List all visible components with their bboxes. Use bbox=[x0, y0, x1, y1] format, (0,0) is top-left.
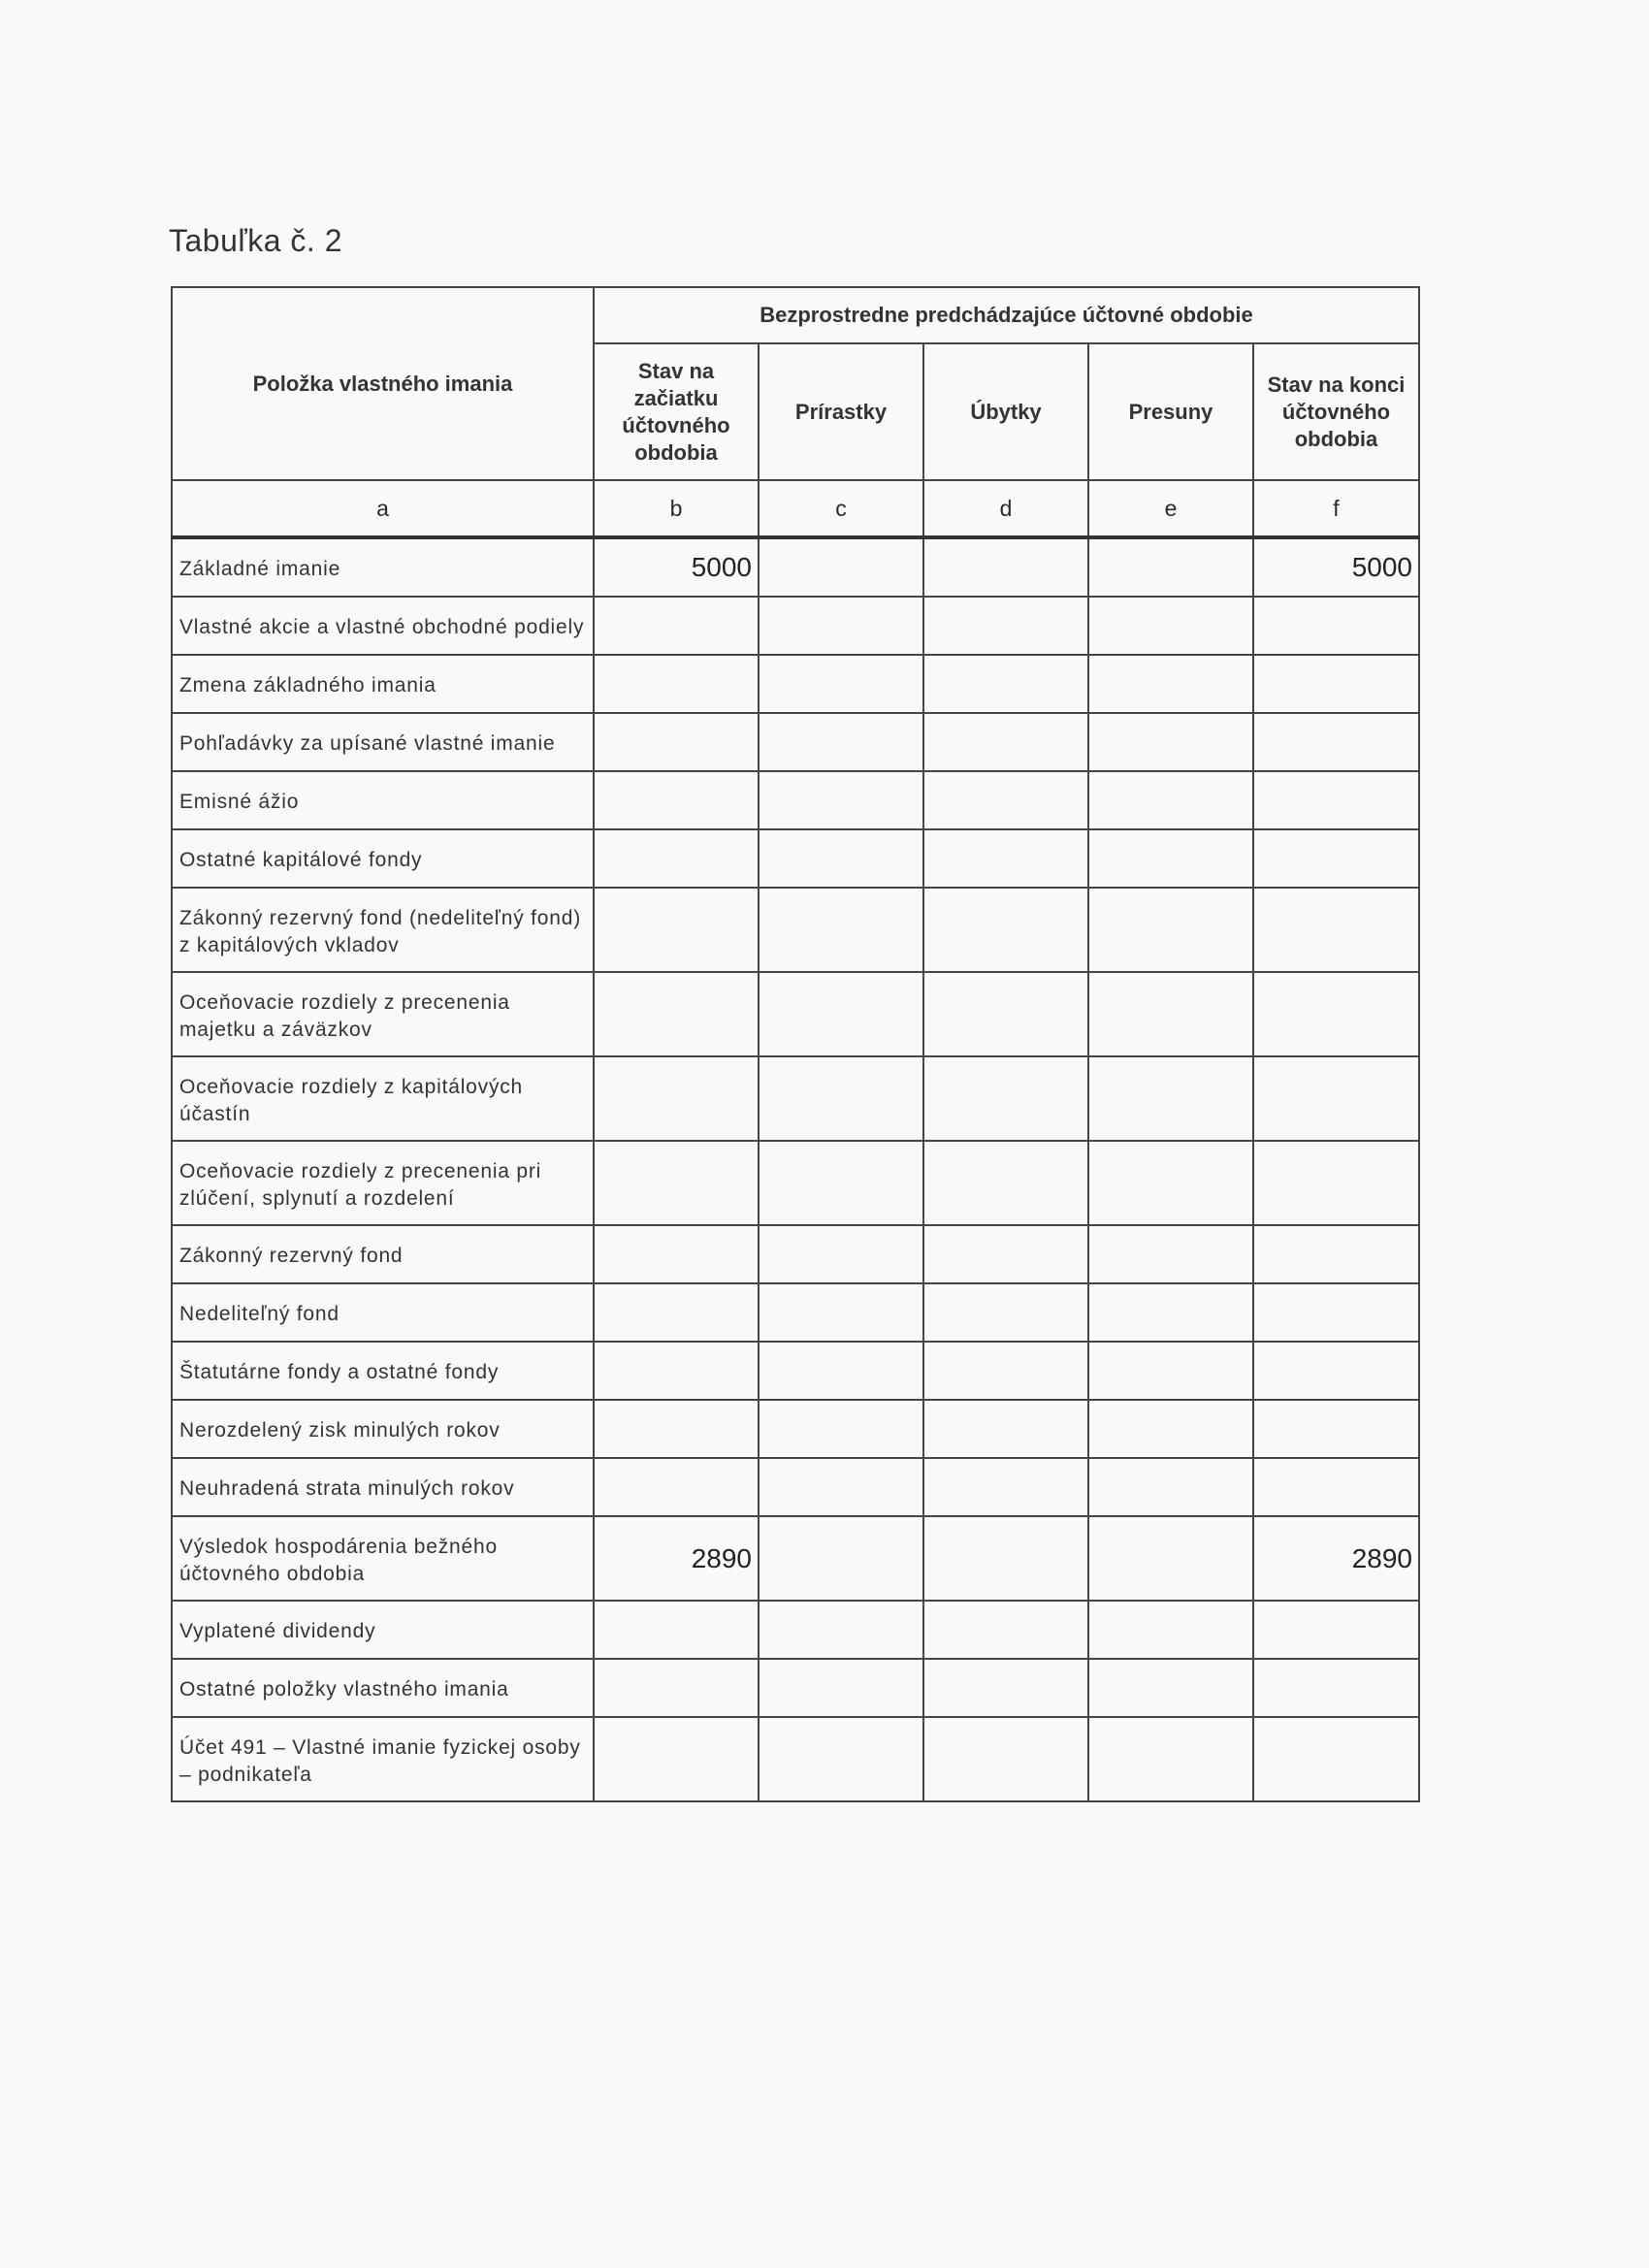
column-letter: f bbox=[1253, 480, 1419, 537]
value-cell bbox=[594, 1717, 759, 1801]
value-cell bbox=[1088, 655, 1253, 713]
column-header: Stav na začiatku účtovného obdobia bbox=[594, 343, 759, 480]
value-cell bbox=[923, 1717, 1088, 1801]
value-cell bbox=[923, 1225, 1088, 1283]
value-cell bbox=[759, 1342, 923, 1400]
row-label: Oceňovacie rozdiely z kapitálových účastín bbox=[172, 1056, 594, 1141]
value-cell bbox=[1088, 829, 1253, 888]
value-cell bbox=[923, 1516, 1088, 1601]
value-cell bbox=[1253, 1141, 1419, 1225]
table-title: Tabuľka č. 2 bbox=[169, 223, 342, 258]
value-cell bbox=[1088, 537, 1253, 597]
value-cell bbox=[923, 597, 1088, 655]
value-cell bbox=[594, 771, 759, 829]
row-label: Ostatné kapitálové fondy bbox=[172, 829, 594, 888]
column-letter: e bbox=[1088, 480, 1253, 537]
column-letter: c bbox=[759, 480, 923, 537]
table-row bbox=[172, 655, 1419, 713]
value-cell bbox=[1253, 655, 1419, 713]
value-cell bbox=[1253, 713, 1419, 771]
table-row bbox=[172, 829, 1419, 888]
value-cell bbox=[1088, 1141, 1253, 1225]
value-cell bbox=[1253, 1717, 1419, 1801]
value-cell bbox=[1253, 829, 1419, 888]
row-label: Neuhradená strata minulých rokov bbox=[172, 1458, 594, 1516]
period-group-header: Bezprostredne predchádzajúce účtovné obdobie bbox=[594, 287, 1419, 343]
value-cell bbox=[1088, 1601, 1253, 1659]
value-cell bbox=[1088, 972, 1253, 1056]
value-cell bbox=[1088, 1400, 1253, 1458]
value-cell bbox=[1088, 713, 1253, 771]
value-cell bbox=[594, 1141, 759, 1225]
row-label: Oceňovacie rozdiely z precenenia pri zlúčení, splynutí a rozdelení bbox=[172, 1141, 594, 1225]
value-cell bbox=[1088, 1283, 1253, 1342]
value-cell bbox=[1088, 1056, 1253, 1141]
value-cell bbox=[923, 537, 1088, 597]
row-label: Zákonný rezervný fond bbox=[172, 1225, 594, 1283]
value-cell bbox=[759, 1601, 923, 1659]
value-cell bbox=[923, 655, 1088, 713]
row-label: Vyplatené dividendy bbox=[172, 1601, 594, 1659]
value-cell bbox=[1253, 972, 1419, 1056]
value-cell bbox=[1253, 1659, 1419, 1717]
column-letter: b bbox=[594, 480, 759, 537]
table-row bbox=[172, 1601, 1419, 1659]
value-cell bbox=[594, 829, 759, 888]
value-cell bbox=[923, 1659, 1088, 1717]
row-label: Účet 491 – Vlastné imanie fyzickej osoby – podnikateľa bbox=[172, 1717, 594, 1801]
table-row bbox=[172, 1141, 1419, 1225]
value-cell bbox=[594, 713, 759, 771]
value-cell bbox=[1088, 1225, 1253, 1283]
value-cell bbox=[759, 713, 923, 771]
value-cell bbox=[759, 1141, 923, 1225]
value-cell bbox=[923, 1056, 1088, 1141]
table-row bbox=[172, 888, 1419, 972]
value-cell bbox=[759, 1400, 923, 1458]
value-cell bbox=[594, 1458, 759, 1516]
value-cell bbox=[923, 1283, 1088, 1342]
column-header: Úbytky bbox=[923, 343, 1088, 480]
row-label: Nedeliteľný fond bbox=[172, 1283, 594, 1342]
value-cell bbox=[759, 1717, 923, 1801]
value-cell bbox=[923, 1458, 1088, 1516]
table-row bbox=[172, 1516, 1419, 1601]
value-cell bbox=[923, 1400, 1088, 1458]
row-label: Oceňovacie rozdiely z precenenia majetku a záväzkov bbox=[172, 972, 594, 1056]
value-cell bbox=[1253, 1283, 1419, 1342]
row-label: Pohľadávky za upísané vlastné imanie bbox=[172, 713, 594, 771]
row-label: Základné imanie bbox=[172, 537, 594, 597]
table-row bbox=[172, 537, 1419, 597]
value-cell bbox=[923, 888, 1088, 972]
value-cell bbox=[923, 829, 1088, 888]
value-cell bbox=[594, 972, 759, 1056]
value-cell bbox=[1253, 888, 1419, 972]
value-cell bbox=[923, 1342, 1088, 1400]
value-cell bbox=[923, 1601, 1088, 1659]
value-cell bbox=[759, 888, 923, 972]
value-cell bbox=[1253, 1400, 1419, 1458]
value-cell bbox=[1088, 1342, 1253, 1400]
value-cell bbox=[923, 972, 1088, 1056]
value-cell bbox=[1088, 1717, 1253, 1801]
table-row bbox=[172, 1717, 1419, 1801]
value-cell bbox=[1253, 1225, 1419, 1283]
value-cell: 2890 bbox=[1253, 1516, 1419, 1601]
value-cell bbox=[1088, 1659, 1253, 1717]
row-label: Ostatné položky vlastného imania bbox=[172, 1659, 594, 1717]
column-header: Presuny bbox=[1088, 343, 1253, 480]
value-cell bbox=[1253, 1342, 1419, 1400]
value-cell bbox=[759, 771, 923, 829]
value-cell bbox=[594, 888, 759, 972]
value-cell bbox=[594, 655, 759, 713]
table-row bbox=[172, 597, 1419, 655]
column-letter: d bbox=[923, 480, 1088, 537]
value-cell bbox=[759, 1283, 923, 1342]
value-cell bbox=[759, 972, 923, 1056]
value-cell: 2890 bbox=[594, 1516, 759, 1601]
table-row bbox=[172, 1458, 1419, 1516]
value-cell bbox=[1253, 1601, 1419, 1659]
value-cell bbox=[594, 1342, 759, 1400]
value-cell bbox=[759, 1659, 923, 1717]
value-cell bbox=[759, 829, 923, 888]
value-cell bbox=[759, 597, 923, 655]
value-cell bbox=[1253, 597, 1419, 655]
value-cell bbox=[923, 1141, 1088, 1225]
value-cell bbox=[759, 1458, 923, 1516]
row-label: Zákonný rezervný fond (nedeliteľný fond) z kapitálových vkladov bbox=[172, 888, 594, 972]
item-column-header: Položka vlastného imania bbox=[172, 287, 594, 480]
value-cell bbox=[594, 1659, 759, 1717]
table-row bbox=[172, 1659, 1419, 1717]
value-cell bbox=[594, 1225, 759, 1283]
column-letter: a bbox=[172, 480, 594, 537]
table-row bbox=[172, 771, 1419, 829]
value-cell bbox=[594, 1283, 759, 1342]
value-cell bbox=[923, 771, 1088, 829]
table-row bbox=[172, 1056, 1419, 1141]
row-label: Emisné ážio bbox=[172, 771, 594, 829]
value-cell bbox=[759, 1225, 923, 1283]
value-cell: 5000 bbox=[1253, 537, 1419, 597]
value-cell bbox=[594, 597, 759, 655]
value-cell bbox=[1253, 771, 1419, 829]
row-label: Nerozdelený zisk minulých rokov bbox=[172, 1400, 594, 1458]
table-row bbox=[172, 1400, 1419, 1458]
value-cell bbox=[923, 713, 1088, 771]
value-cell bbox=[1088, 1458, 1253, 1516]
table-row bbox=[172, 972, 1419, 1056]
row-label: Výsledok hospodárenia bežného účtovného obdobia bbox=[172, 1516, 594, 1601]
equity-table bbox=[171, 286, 1420, 1802]
value-cell bbox=[1088, 771, 1253, 829]
column-header: Stav na konci účtovného obdobia bbox=[1253, 343, 1419, 480]
value-cell bbox=[594, 1601, 759, 1659]
value-cell bbox=[1253, 1056, 1419, 1141]
row-label: Štatutárne fondy a ostatné fondy bbox=[172, 1342, 594, 1400]
table-row bbox=[172, 1342, 1419, 1400]
value-cell bbox=[759, 1516, 923, 1601]
value-cell bbox=[1088, 1516, 1253, 1601]
table-row bbox=[172, 1283, 1419, 1342]
value-cell bbox=[1088, 597, 1253, 655]
value-cell bbox=[1253, 1458, 1419, 1516]
value-cell bbox=[594, 1056, 759, 1141]
value-cell bbox=[594, 1400, 759, 1458]
value-cell bbox=[759, 655, 923, 713]
row-label: Zmena základného imania bbox=[172, 655, 594, 713]
value-cell bbox=[759, 537, 923, 597]
table-row bbox=[172, 1225, 1419, 1283]
column-header: Prírastky bbox=[759, 343, 923, 480]
value-cell bbox=[1088, 888, 1253, 972]
value-cell: 5000 bbox=[594, 537, 759, 597]
table-row bbox=[172, 713, 1419, 771]
row-label: Vlastné akcie a vlastné obchodné podiely bbox=[172, 597, 594, 655]
value-cell bbox=[759, 1056, 923, 1141]
